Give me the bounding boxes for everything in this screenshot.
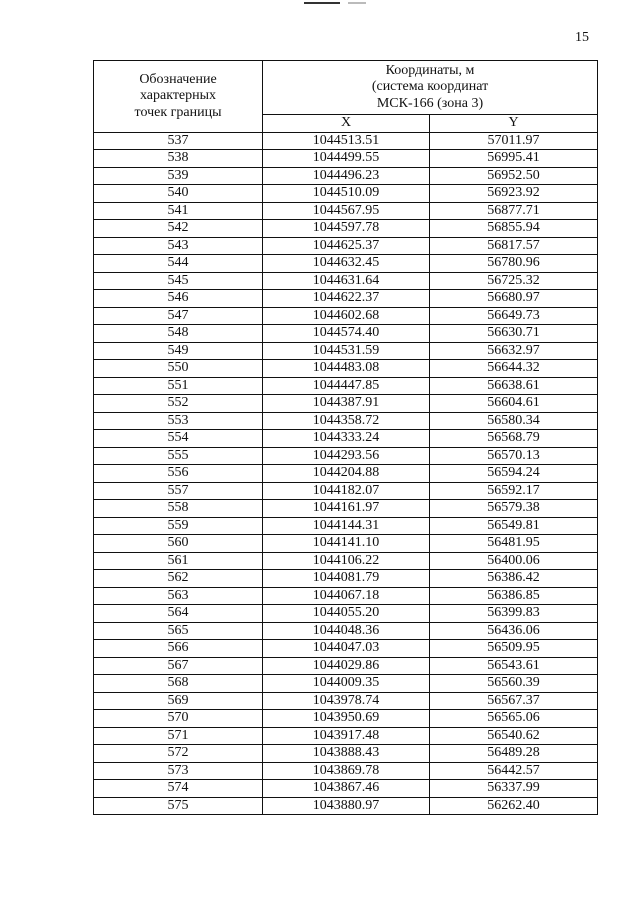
table-row <box>94 587 598 605</box>
x-coordinate-cell: 1044625.37 <box>263 237 430 255</box>
page-number: 15 <box>575 30 589 45</box>
x-coordinate-cell: 1044333.24 <box>263 430 430 448</box>
header-point-designation <box>94 61 263 133</box>
point-number-cell: 551 <box>94 377 263 395</box>
table-row <box>94 202 598 220</box>
y-coordinate-cell: 56995.41 <box>430 150 598 168</box>
header-coordinates <box>263 61 598 115</box>
y-coordinate-cell: 56592.17 <box>430 482 598 500</box>
x-coordinate-cell: 1044499.55 <box>263 150 430 168</box>
header-coords-line-2: (система координат <box>371 79 489 95</box>
x-coordinate-cell: 1044567.95 <box>263 202 430 220</box>
y-coordinate-cell: 56400.06 <box>430 552 598 570</box>
x-coordinate-cell: 1044161.97 <box>263 500 430 518</box>
x-coordinate-cell: 1044387.91 <box>263 395 430 413</box>
y-coordinate-cell: 56817.57 <box>430 237 598 255</box>
point-number-cell: 559 <box>94 517 263 535</box>
table-row <box>94 465 598 483</box>
x-coordinate-cell: 1044513.51 <box>263 132 430 150</box>
table-row <box>94 307 598 325</box>
table-row <box>94 675 598 693</box>
point-number-cell: 557 <box>94 482 263 500</box>
x-coordinate-cell: 1044047.03 <box>263 640 430 658</box>
point-number-cell: 543 <box>94 237 263 255</box>
y-coordinate-cell: 56630.71 <box>430 325 598 343</box>
x-coordinate-cell: 1044067.18 <box>263 587 430 605</box>
point-number-cell: 547 <box>94 307 263 325</box>
table-row <box>94 185 598 203</box>
y-coordinate-cell: 57011.97 <box>430 132 598 150</box>
y-coordinate-cell: 56780.96 <box>430 255 598 273</box>
point-number-cell: 565 <box>94 622 263 640</box>
x-coordinate-cell: 1044483.08 <box>263 360 430 378</box>
point-number-cell: 564 <box>94 605 263 623</box>
y-coordinate-cell: 56262.40 <box>430 797 598 815</box>
table-row <box>94 745 598 763</box>
y-coordinate-cell: 56649.73 <box>430 307 598 325</box>
point-number-cell: 550 <box>94 360 263 378</box>
y-coordinate-cell: 56604.61 <box>430 395 598 413</box>
table-row <box>94 395 598 413</box>
header-point-line-3: точек границы <box>134 104 222 120</box>
point-number-cell: 548 <box>94 325 263 343</box>
x-coordinate-cell: 1044055.20 <box>263 605 430 623</box>
x-coordinate-cell: 1043950.69 <box>263 710 430 728</box>
y-coordinate-cell: 56442.57 <box>430 762 598 780</box>
x-coordinate-cell: 1043880.97 <box>263 797 430 815</box>
header-y: Y <box>430 115 598 133</box>
y-coordinate-cell: 56877.71 <box>430 202 598 220</box>
table-row <box>94 430 598 448</box>
point-number-cell: 567 <box>94 657 263 675</box>
point-number-cell: 539 <box>94 167 263 185</box>
header-coords-line-1: Координаты, м <box>385 62 475 78</box>
point-number-cell: 573 <box>94 762 263 780</box>
table-row <box>94 447 598 465</box>
point-number-cell: 569 <box>94 692 263 710</box>
x-coordinate-cell: 1044622.37 <box>263 290 430 308</box>
y-coordinate-cell: 56594.24 <box>430 465 598 483</box>
point-number-cell: 542 <box>94 220 263 238</box>
x-coordinate-cell: 1044447.85 <box>263 377 430 395</box>
x-coordinate-cell: 1044632.45 <box>263 255 430 273</box>
table-row <box>94 797 598 815</box>
table-row <box>94 640 598 658</box>
point-number-cell: 546 <box>94 290 263 308</box>
x-coordinate-cell: 1044631.64 <box>263 272 430 290</box>
point-number-cell: 541 <box>94 202 263 220</box>
y-coordinate-cell: 56568.79 <box>430 430 598 448</box>
x-coordinate-cell: 1044204.88 <box>263 465 430 483</box>
x-coordinate-cell: 1044009.35 <box>263 675 430 693</box>
table-row <box>94 377 598 395</box>
point-number-cell: 560 <box>94 535 263 553</box>
table-row <box>94 220 598 238</box>
x-coordinate-cell: 1044496.23 <box>263 167 430 185</box>
point-number-cell: 544 <box>94 255 263 273</box>
y-coordinate-cell: 56560.39 <box>430 675 598 693</box>
table-row <box>94 325 598 343</box>
x-coordinate-cell: 1044182.07 <box>263 482 430 500</box>
table-row <box>94 692 598 710</box>
x-coordinate-cell: 1044144.31 <box>263 517 430 535</box>
x-coordinate-cell: 1043978.74 <box>263 692 430 710</box>
y-coordinate-cell: 56386.85 <box>430 587 598 605</box>
y-coordinate-cell: 56855.94 <box>430 220 598 238</box>
y-coordinate-cell: 56725.32 <box>430 272 598 290</box>
point-number-cell: 563 <box>94 587 263 605</box>
point-number-cell: 572 <box>94 745 263 763</box>
table-row <box>94 570 598 588</box>
top-margin-mark <box>304 2 340 4</box>
x-coordinate-cell: 1044141.10 <box>263 535 430 553</box>
point-number-cell: 545 <box>94 272 263 290</box>
table-row <box>94 255 598 273</box>
table-row <box>94 272 598 290</box>
x-coordinate-cell: 1044602.68 <box>263 307 430 325</box>
header-coords-line-3: МСК-166 (зона 3) <box>376 95 484 111</box>
point-number-cell: 549 <box>94 342 263 360</box>
x-coordinate-cell: 1044029.86 <box>263 657 430 675</box>
x-coordinate-cell: 1043917.48 <box>263 727 430 745</box>
y-coordinate-cell: 56509.95 <box>430 640 598 658</box>
table-header <box>94 61 598 133</box>
table-row <box>94 482 598 500</box>
table-row <box>94 710 598 728</box>
header-point-line-2: характерных <box>139 88 217 103</box>
x-coordinate-cell: 1044293.56 <box>263 447 430 465</box>
point-number-cell: 555 <box>94 447 263 465</box>
x-coordinate-cell: 1044531.59 <box>263 342 430 360</box>
y-coordinate-cell: 56952.50 <box>430 167 598 185</box>
y-coordinate-cell: 56481.95 <box>430 535 598 553</box>
x-coordinate-cell: 1043867.46 <box>263 780 430 798</box>
y-coordinate-cell: 56565.06 <box>430 710 598 728</box>
point-number-cell: 575 <box>94 797 263 815</box>
table-row <box>94 762 598 780</box>
point-number-cell: 537 <box>94 132 263 150</box>
point-number-cell: 553 <box>94 412 263 430</box>
table-row <box>94 727 598 745</box>
y-coordinate-cell: 56436.06 <box>430 622 598 640</box>
x-coordinate-cell: 1044106.22 <box>263 552 430 570</box>
point-number-cell: 574 <box>94 780 263 798</box>
header-point-line-1: Обозначение <box>139 71 217 87</box>
point-number-cell: 568 <box>94 675 263 693</box>
table-row <box>94 237 598 255</box>
x-coordinate-cell: 1044510.09 <box>263 185 430 203</box>
table-row <box>94 552 598 570</box>
y-coordinate-cell: 56632.97 <box>430 342 598 360</box>
point-number-cell: 538 <box>94 150 263 168</box>
y-coordinate-cell: 56549.81 <box>430 517 598 535</box>
top-margin-mark-faint <box>348 2 366 4</box>
table-row <box>94 622 598 640</box>
table-row <box>94 412 598 430</box>
x-coordinate-cell: 1044574.40 <box>263 325 430 343</box>
table-row <box>94 605 598 623</box>
point-number-cell: 571 <box>94 727 263 745</box>
table-row <box>94 360 598 378</box>
table-row <box>94 780 598 798</box>
point-number-cell: 570 <box>94 710 263 728</box>
y-coordinate-cell: 56638.61 <box>430 377 598 395</box>
x-coordinate-cell: 1044358.72 <box>263 412 430 430</box>
point-number-cell: 552 <box>94 395 263 413</box>
y-coordinate-cell: 56399.83 <box>430 605 598 623</box>
y-coordinate-cell: 56923.92 <box>430 185 598 203</box>
y-coordinate-cell: 56337.99 <box>430 780 598 798</box>
table-row <box>94 132 598 150</box>
point-number-cell: 556 <box>94 465 263 483</box>
y-coordinate-cell: 56386.42 <box>430 570 598 588</box>
y-coordinate-cell: 56540.62 <box>430 727 598 745</box>
y-coordinate-cell: 56570.13 <box>430 447 598 465</box>
y-coordinate-cell: 56579.38 <box>430 500 598 518</box>
x-coordinate-cell: 1044081.79 <box>263 570 430 588</box>
table-row <box>94 290 598 308</box>
header-x: X <box>263 115 430 133</box>
table-row <box>94 167 598 185</box>
point-number-cell: 554 <box>94 430 263 448</box>
y-coordinate-cell: 56644.32 <box>430 360 598 378</box>
point-number-cell: 558 <box>94 500 263 518</box>
x-coordinate-cell: 1044597.78 <box>263 220 430 238</box>
y-coordinate-cell: 56680.97 <box>430 290 598 308</box>
point-number-cell: 566 <box>94 640 263 658</box>
y-coordinate-cell: 56567.37 <box>430 692 598 710</box>
table-row <box>94 657 598 675</box>
y-coordinate-cell: 56580.34 <box>430 412 598 430</box>
table-row <box>94 342 598 360</box>
point-number-cell: 561 <box>94 552 263 570</box>
coordinates-table <box>93 60 598 815</box>
x-coordinate-cell: 1043888.43 <box>263 745 430 763</box>
y-coordinate-cell: 56543.61 <box>430 657 598 675</box>
table-row <box>94 535 598 553</box>
point-number-cell: 562 <box>94 570 263 588</box>
x-coordinate-cell: 1044048.36 <box>263 622 430 640</box>
x-coordinate-cell: 1043869.78 <box>263 762 430 780</box>
point-number-cell: 540 <box>94 185 263 203</box>
y-coordinate-cell: 56489.28 <box>430 745 598 763</box>
table-row <box>94 150 598 168</box>
table-row <box>94 500 598 518</box>
table-body <box>94 132 598 815</box>
table-row <box>94 517 598 535</box>
